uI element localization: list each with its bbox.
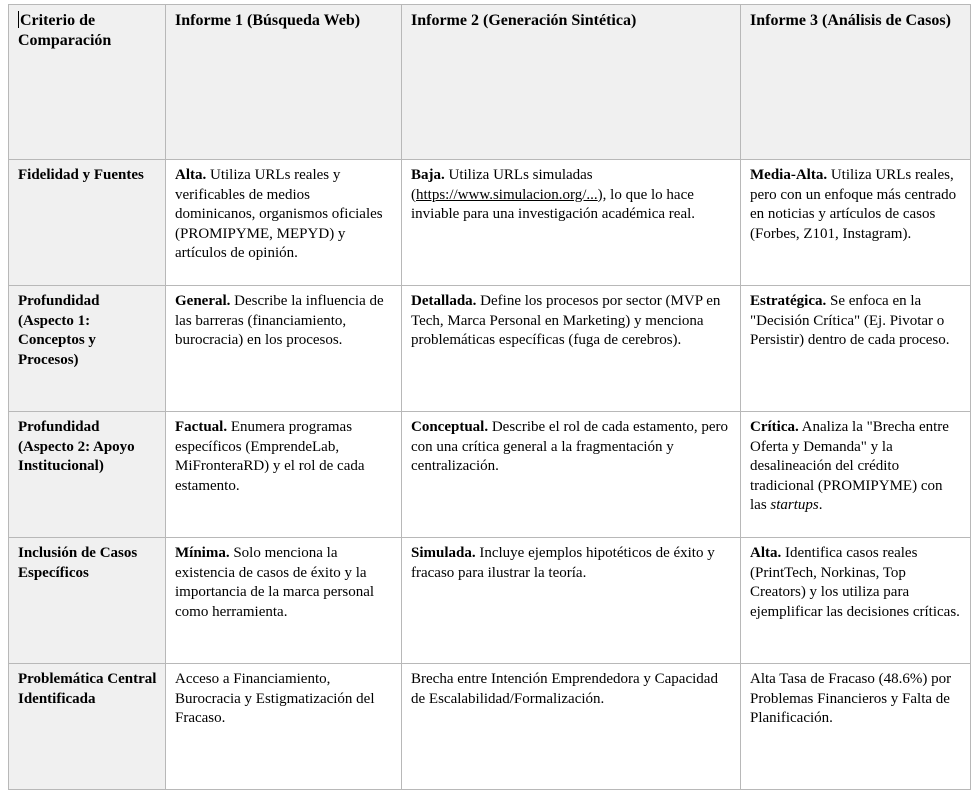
- cell-text: Utiliza URLs reales, pero con un enfoque más centrado en noticias y artículos de casos (Forbes, Z101, Instagram).: [750, 167, 957, 242]
- cell-text: Utiliza URLs simuladas (: [411, 167, 593, 203]
- report-3-cell: [741, 538, 971, 664]
- report-1-cell: [166, 412, 402, 538]
- table-row: [9, 664, 971, 790]
- italic-term: startups: [770, 497, 819, 513]
- report-2-cell: [402, 538, 741, 664]
- rating-label: Simulada.: [411, 545, 476, 561]
- header-row: [9, 5, 971, 160]
- report-3-cell: [741, 286, 971, 412]
- criterion-cell: Problemática Central Identificada: [9, 664, 166, 790]
- cell-text: Utiliza URLs reales y verificables de medios dominicanos, organismos oficiales (PROMIPYME, MEPYD) y artículos de opinión.: [175, 167, 383, 261]
- table-row: [9, 160, 971, 286]
- cell-text: Describe la influencia de las barreras (financiamiento, burocracia) en los procesos.: [175, 293, 384, 348]
- header-report-3: Informe 3 (Análisis de Casos): [741, 5, 971, 160]
- rating-label: Baja.: [411, 167, 445, 183]
- rating-label: General.: [175, 293, 231, 309]
- header-report-2: Informe 2 (Generación Sintética): [402, 5, 741, 160]
- header-report-1: Informe 1 (Búsqueda Web): [166, 5, 402, 160]
- table-row: [9, 412, 971, 538]
- cell-text: Describe el rol de cada estamento, pero con una crítica general a la fragmentación y centralización.: [411, 419, 728, 474]
- report-2-cell: [402, 412, 741, 538]
- cell-text: Se enfoca en la "Decisión Crítica" (Ej. Pivotar o Persistir) dentro de cada proceso.: [750, 293, 950, 348]
- cell-text: Define los procesos por sector (MVP en Tech, Marca Personal en Marketing) y menciona problemáticas específicas (fuga de cerebros).: [411, 293, 721, 348]
- cell-text: Enumera programas específicos (EmprendeLab, MiFronteraRD) y el rol de cada estamento.: [175, 419, 365, 494]
- report-3-cell: Alta Tasa de Fracaso (48.6%) por Problemas Financieros y Falta de Planificación.: [741, 664, 971, 790]
- header-criterion-label: Criterio de Comparación: [18, 12, 112, 49]
- cell-text: Identifica casos reales (PrintTech, Norkinas, Top Creators) y los utiliza para ejemplificar las decisiones críticas.: [750, 545, 960, 620]
- rating-label: Detallada.: [411, 293, 477, 309]
- criterion-cell: Fidelidad y Fuentes: [9, 160, 166, 286]
- table-row: [9, 538, 971, 664]
- comparison-table: [8, 4, 971, 790]
- rating-label: Alta.: [750, 545, 782, 561]
- rating-label: Media-Alta.: [750, 167, 828, 183]
- rating-label: Factual.: [175, 419, 228, 435]
- cell-text: Solo menciona la existencia de casos de éxito y la importancia de la marca personal como herramienta.: [175, 545, 375, 620]
- report-3-cell: [741, 160, 971, 286]
- criterion-cell: Inclusión de Casos Específicos: [9, 538, 166, 664]
- rating-label: Conceptual.: [411, 419, 489, 435]
- rating-label: Estratégica.: [750, 293, 827, 309]
- report-1-cell: Acceso a Financiamiento, Burocracia y Estigmatización del Fracaso.: [166, 664, 402, 790]
- header-criterion[interactable]: [9, 5, 166, 160]
- report-1-cell: [166, 160, 402, 286]
- criterion-cell: Profundidad (Aspecto 1: Conceptos y Procesos): [9, 286, 166, 412]
- table-row: [9, 286, 971, 412]
- report-1-cell: [166, 286, 402, 412]
- report-2-cell: Brecha entre Intención Emprendedora y Capacidad de Escalabilidad/Formalización.: [402, 664, 741, 790]
- cell-text: ), lo que lo hace inviable para una investigación académica real.: [411, 186, 696, 222]
- rating-label: Mínima.: [175, 545, 230, 561]
- criterion-cell: Profundidad (Aspecto 2: Apoyo Institucional): [9, 412, 166, 538]
- cell-text: .: [818, 497, 823, 513]
- text-cursor: [18, 11, 19, 28]
- rating-label: Alta.: [175, 167, 207, 183]
- simulated-url-link[interactable]: https://www.simulacion.org/...: [416, 186, 598, 203]
- report-3-cell: [741, 412, 971, 538]
- report-2-cell: [402, 160, 741, 286]
- report-2-cell: [402, 286, 741, 412]
- cell-text: Analiza la "Brecha entre Oferta y Demanda" y la desalineación del crédito tradicional (PROMIPYME) con las: [750, 419, 949, 513]
- rating-label: Crítica.: [750, 419, 799, 435]
- cell-text: Incluye ejemplos hipotéticos de éxito y fracaso para ilustrar la teoría.: [411, 545, 715, 581]
- report-1-cell: [166, 538, 402, 664]
